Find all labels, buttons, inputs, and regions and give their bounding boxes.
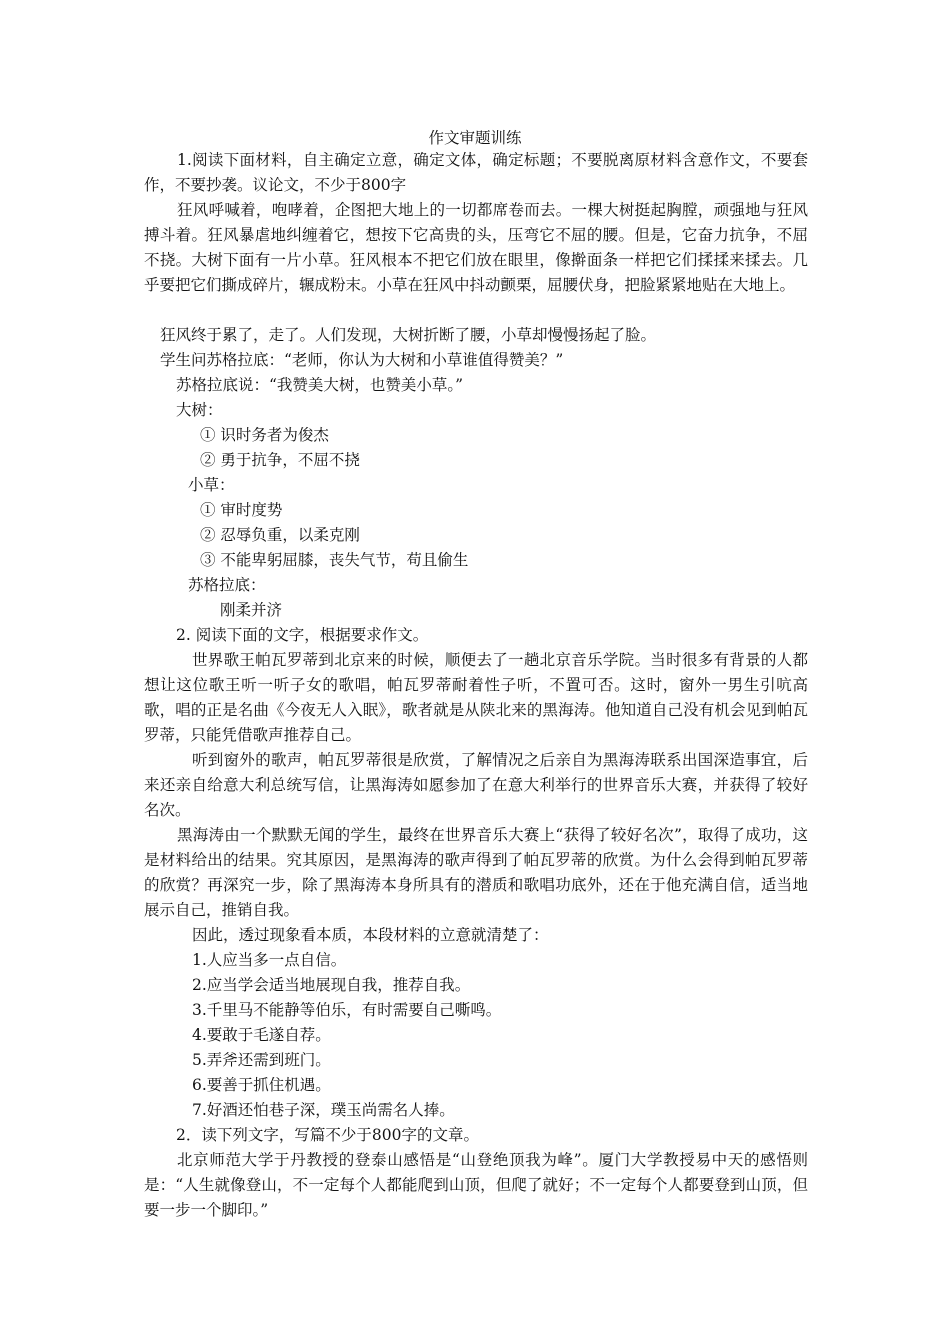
thesis-item: 7.好酒还怕巷子深，璞玉尚需名人捧。	[192, 1101, 455, 1119]
q3-paragraph-1: 北京师范大学于丹教授的登泰山感悟是“山登绝顶我为峰”。厦门大学教授易中天的感悟则是：“人生就像登山，不一定每个人都能爬到山顶，但爬了就好；不一定每个人都要登到山顶，但要一步一个脚印。”	[144, 1151, 808, 1219]
q1-paragraph-1: 狂风呼喊着，咆哮着，企图把大地上的一切都席卷而去。一棵大树挺起胸膛，顽强地与狂风搏斗着。狂风暴虐地纠缠着它，想按下它高贵的头，压弯它不屈的腰。但是，它奋力抗争，不屈不挠。大树下面有一片小草。狂风根本不把它们放在眼里，像擀面条一样把它们揉揉来揉去。几乎要把它们撕成碎片，辗成粉末。小草在狂风中抖动颤栗，屈腰伏身，把脸紧紧地贴在大地上。	[144, 201, 808, 294]
grass-item: ③ 不能卑躬屈膝，丧失气节，苟且偷生	[200, 551, 469, 569]
thesis-item: 3.千里马不能静等伯乐，有时需要自己嘶鸣。	[192, 1001, 502, 1019]
q2-prompt: 2. 阅读下面的文字，根据要求作文。	[176, 626, 429, 644]
q2-paragraph-3: 黑海涛由一个默默无闻的学生，最终在世界音乐大赛上“获得了较好名次”，取得了成功，这是材料给出的结果。究其原因，是黑海涛的歌声得到了帕瓦罗蒂的欣赏。为什么会得到帕瓦罗蒂的欣赏？再深究一步，除了黑海涛本身所具有的潜质和歌唱功底外，还在于他充满自信，适当地展示自己，推销自我。	[144, 826, 808, 919]
q3-prompt: 2．读下列文字，写篇不少于800字的文章。	[176, 1126, 479, 1144]
document-title: 作文审题训练	[428, 129, 522, 147]
grass-label: 小草：	[188, 476, 235, 494]
q1-prompt: 1.阅读下面材料，自主确定立意，确定文体，确定标题；不要脱离原材料含意作文，不要套作，不要抄袭。议论文，不少于800字	[144, 151, 808, 194]
thesis-item: 6.要善于抓住机遇。	[192, 1076, 331, 1094]
q2-paragraph-2: 听到窗外的歌声，帕瓦罗蒂很是欣赏，了解情况之后亲自为黑海涛联系出国深造事宜，后来还亲自给意大利总统写信，让黑海涛如愿参加了在意大利举行的世界音乐大赛，并获得了较好名次。	[144, 751, 808, 819]
q1-paragraph-2: 狂风终于累了，走了。人们发现，大树折断了腰，小草却慢慢扬起了脸。	[160, 326, 657, 344]
socrates-label: 苏格拉底：	[188, 576, 266, 594]
thesis-item: 2.应当学会适当地展现自我，推荐自我。	[192, 976, 471, 994]
grass-item: ② 忍辱负重，以柔克刚	[200, 526, 360, 544]
tree-item: ① 识时务者为俊杰	[200, 426, 329, 444]
q2-paragraph-4: 因此，透过现象看本质，本段材料的立意就清楚了：	[192, 926, 549, 944]
thesis-item: 4.要敢于毛遂自荐。	[192, 1026, 331, 1044]
q2-paragraph-1: 世界歌王帕瓦罗蒂到北京来的时候，顺便去了一趟北京音乐学院。当时很多有背景的人都想让这位歌王听一听子女的歌唱，帕瓦罗蒂耐着性子听，不置可否。这时，窗外一男生引吭高歌，唱的正是名曲《今夜无人入眠》，歌者就是从陕北来的黑海涛。他知道自己没有机会见到帕瓦罗蒂，只能凭借歌声推荐自己。	[144, 651, 808, 744]
grass-item: ① 审时度势	[200, 501, 283, 519]
tree-label: 大树：	[176, 401, 223, 419]
q1-paragraph-3: 学生问苏格拉底：“老师，你认为大树和小草谁值得赞美？”	[160, 351, 564, 369]
socrates-item: 刚柔并济	[220, 601, 283, 619]
thesis-item: 5.弄斧还需到班门。	[192, 1051, 331, 1069]
tree-item: ② 勇于抗争，不屈不挠	[200, 451, 360, 469]
thesis-item: 1.人应当多一点自信。	[192, 951, 347, 969]
q1-paragraph-4: 苏格拉底说：“我赞美大树，也赞美小草。”	[176, 376, 464, 394]
